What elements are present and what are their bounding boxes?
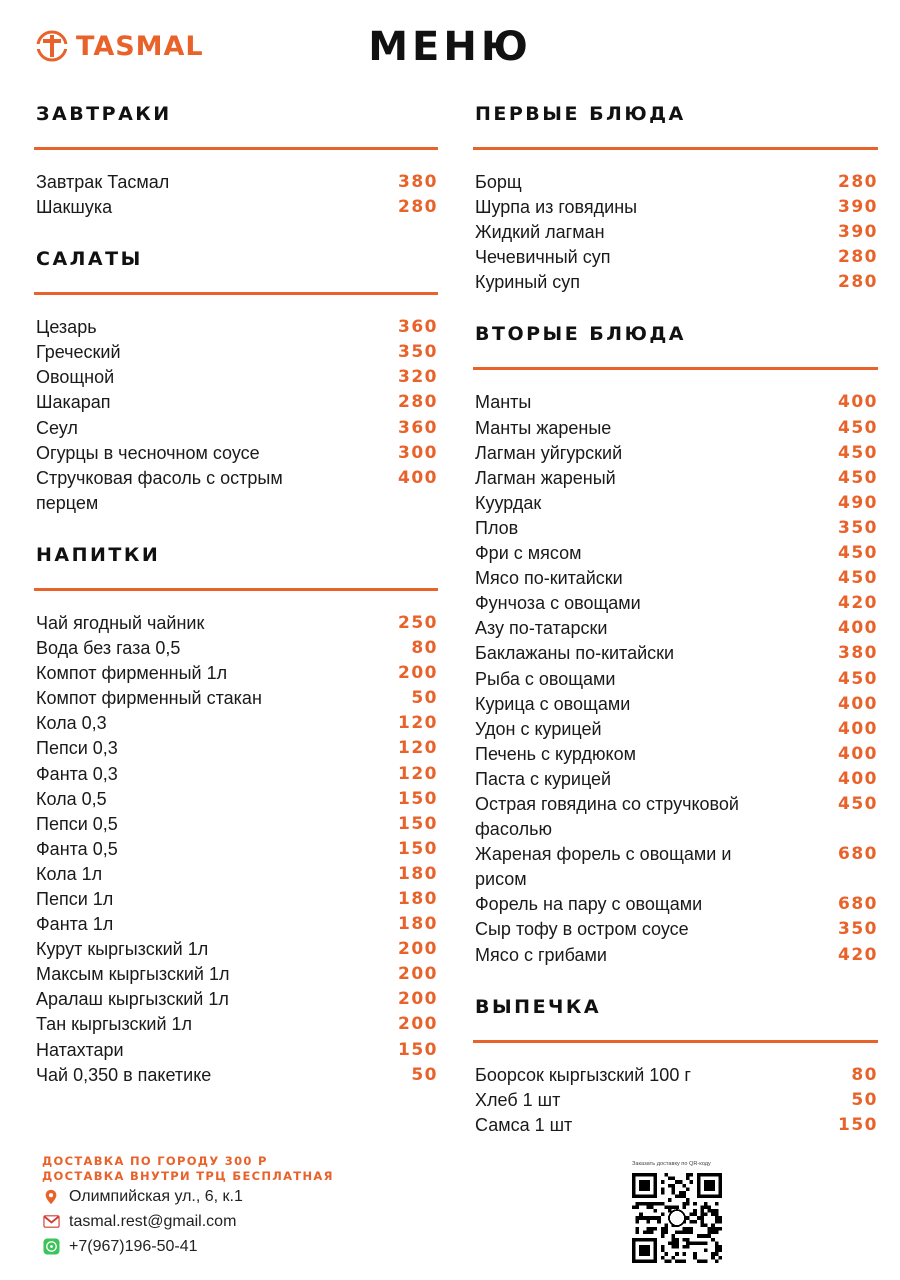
menu-item-price: 300 bbox=[398, 442, 438, 463]
menu-item bbox=[34, 837, 438, 862]
menu-item bbox=[473, 466, 878, 491]
menu-item-name: Форель на пару с овощами bbox=[475, 894, 703, 915]
menu-item-price: 180 bbox=[398, 888, 438, 909]
menu-item bbox=[34, 661, 438, 686]
menu-item bbox=[34, 987, 438, 1012]
menu-item bbox=[473, 566, 878, 591]
menu-item-price: 450 bbox=[838, 467, 878, 488]
menu-item-price: 380 bbox=[838, 643, 878, 664]
menu-item-name: Сеул bbox=[36, 417, 78, 438]
menu-item-name: Цезарь bbox=[36, 317, 97, 338]
menu-item bbox=[34, 416, 438, 441]
menu-item-price: 420 bbox=[838, 593, 878, 614]
menu-item-price: 390 bbox=[838, 222, 878, 243]
menu-item-price: 280 bbox=[398, 392, 438, 413]
menu-item bbox=[34, 787, 438, 812]
section-divider bbox=[473, 367, 878, 370]
menu-item-price: 150 bbox=[398, 1039, 438, 1060]
section-title: САЛАТЫ bbox=[36, 248, 143, 271]
menu-item bbox=[34, 762, 438, 787]
section-divider bbox=[473, 147, 878, 150]
menu-item-price: 450 bbox=[838, 417, 878, 438]
section-divider bbox=[473, 1040, 878, 1043]
menu-item bbox=[473, 516, 878, 541]
menu-item-name: Курица с овощами bbox=[475, 693, 631, 714]
menu-item-name: Чай ягодный чайник bbox=[36, 612, 205, 633]
delivery-mall: ДОСТАВКА ВНУТРИ ТРЦ БЕСПЛАТНАЯ bbox=[42, 1169, 334, 1183]
menu-item-name: Паста с курицей bbox=[475, 768, 612, 789]
right-column bbox=[473, 98, 878, 1161]
menu-item bbox=[473, 1113, 878, 1138]
menu-item-name: Мясо с грибами bbox=[475, 944, 607, 965]
menu-item-price: 200 bbox=[398, 1014, 438, 1035]
menu-item bbox=[473, 270, 878, 295]
menu-item bbox=[473, 1063, 878, 1088]
menu-item-price: 360 bbox=[398, 417, 438, 438]
menu-item-price: 50 bbox=[851, 1089, 878, 1110]
section-title: ПЕРВЫЕ БЛЮДА bbox=[475, 103, 686, 125]
qr-caption: Заказать доставку по QR-коду bbox=[632, 1161, 711, 1167]
menu-item bbox=[34, 365, 438, 390]
menu-item-name: Компот фирменный стакан bbox=[36, 688, 262, 709]
phone-link[interactable]: +7(967)196-50-41 bbox=[69, 1237, 198, 1255]
menu-item bbox=[473, 591, 878, 616]
menu-item-name: Азу по-татарски bbox=[475, 618, 608, 639]
email-row[interactable] bbox=[42, 1209, 334, 1234]
menu-item bbox=[473, 195, 878, 220]
menu-item-price: 200 bbox=[398, 663, 438, 684]
menu-item bbox=[34, 636, 438, 661]
menu-item-name: Тан кыргызский 1л bbox=[36, 1014, 193, 1035]
menu-item-price: 380 bbox=[398, 172, 438, 192]
menu-item-name: Удон с курицей bbox=[475, 718, 602, 739]
menu-item-price: 200 bbox=[398, 989, 438, 1010]
menu-item bbox=[473, 1088, 878, 1113]
menu-item-name: Аралаш кыргызский 1л bbox=[36, 989, 229, 1010]
menu-item-price: 400 bbox=[838, 693, 878, 714]
menu-item-name: Завтрак Тасмал bbox=[36, 172, 170, 192]
menu-item-price: 50 bbox=[411, 688, 438, 709]
menu-item-name: Фунчоза с овощами bbox=[475, 593, 641, 614]
menu-item-price: 400 bbox=[838, 392, 878, 413]
location-pin-icon bbox=[42, 1188, 60, 1206]
menu-item-name: Фанта 1л bbox=[36, 914, 114, 935]
menu-item-price: 120 bbox=[398, 763, 438, 784]
menu-item-price: 490 bbox=[838, 492, 878, 513]
menu-item bbox=[473, 692, 878, 717]
section-divider bbox=[34, 588, 438, 591]
menu-item-price: 450 bbox=[838, 568, 878, 589]
menu-list bbox=[34, 315, 438, 516]
menu-item bbox=[34, 711, 438, 736]
menu-item bbox=[473, 245, 878, 270]
menu-item-name: Хлеб 1 шт bbox=[475, 1089, 561, 1110]
menu-item bbox=[473, 767, 878, 792]
menu-item-name: Пепси 1л bbox=[36, 888, 114, 909]
menu-item-name: Куриный суп bbox=[475, 272, 581, 293]
qr-block bbox=[632, 1161, 724, 1268]
menu-item bbox=[34, 390, 438, 415]
menu-item-name: Фри с мясом bbox=[475, 543, 582, 564]
menu-item bbox=[34, 441, 438, 466]
menu-item bbox=[34, 912, 438, 937]
menu-item-price: 450 bbox=[838, 543, 878, 564]
menu-item bbox=[473, 416, 878, 441]
menu-item bbox=[34, 1038, 438, 1063]
menu-item bbox=[473, 541, 878, 566]
menu-item-name: Стручковая фасоль с острым перцем bbox=[36, 467, 283, 513]
menu-item-price: 400 bbox=[838, 718, 878, 739]
menu-item bbox=[34, 195, 438, 220]
section-title: ЗАВТРАКИ bbox=[36, 103, 172, 125]
menu-item bbox=[34, 466, 438, 516]
menu-item-name: Манты bbox=[475, 392, 532, 413]
menu-item-name: Боорсок кыргызский 100 г bbox=[475, 1064, 691, 1085]
menu-item-name: Вода без газа 0,5 bbox=[36, 638, 181, 659]
menu-item bbox=[34, 962, 438, 987]
menu-item bbox=[34, 736, 438, 761]
delivery-city: ДОСТАВКА ПО ГОРОДУ 300 Р bbox=[42, 1154, 268, 1168]
left-column bbox=[34, 98, 438, 1111]
menu-item bbox=[34, 340, 438, 365]
menu-item-name: Чай 0,350 в пакетике bbox=[36, 1064, 212, 1085]
menu-item bbox=[34, 1012, 438, 1037]
menu-item-price: 280 bbox=[838, 172, 878, 192]
address-row bbox=[42, 1184, 334, 1209]
gmail-icon bbox=[42, 1213, 60, 1231]
menu-item bbox=[473, 742, 878, 767]
menu-item-name: Рыба с овощами bbox=[475, 668, 616, 689]
menu-item-name: Жареная форель с овощами и рисом bbox=[475, 844, 732, 890]
menu-section bbox=[34, 539, 438, 1088]
section-divider bbox=[34, 292, 438, 295]
menu-item-price: 280 bbox=[838, 272, 878, 293]
address-text: Олимпийская ул., 6, к.1 bbox=[69, 1187, 243, 1205]
menu-item-price: 200 bbox=[398, 939, 438, 960]
menu-item bbox=[34, 862, 438, 887]
menu-item-name: Овощной bbox=[36, 367, 115, 388]
menu-section bbox=[34, 98, 438, 220]
menu-item-price: 420 bbox=[838, 944, 878, 965]
menu-section bbox=[34, 243, 438, 516]
menu-item-name: Лагман жареный bbox=[475, 467, 616, 488]
menu-item-name: Максым кыргызский 1л bbox=[36, 964, 230, 985]
menu-item bbox=[473, 491, 878, 516]
menu-item-name: Шакшука bbox=[36, 197, 113, 218]
menu-item-name: Кола 1л bbox=[36, 863, 103, 884]
menu-item-price: 180 bbox=[398, 914, 438, 935]
menu-item-price: 150 bbox=[398, 788, 438, 809]
menu-item-name: Шакарап bbox=[36, 392, 111, 413]
menu-item-name: Пепси 0,3 bbox=[36, 738, 118, 759]
menu-item bbox=[34, 887, 438, 912]
section-divider bbox=[34, 147, 438, 150]
menu-item-name: Греческий bbox=[36, 342, 121, 363]
menu-item-name: Натахтари bbox=[36, 1039, 124, 1060]
section-title: ВТОРЫЕ БЛЮДА bbox=[475, 323, 686, 346]
menu-item-price: 150 bbox=[838, 1114, 878, 1135]
menu-item-price: 350 bbox=[838, 517, 878, 538]
menu-item-price: 150 bbox=[398, 813, 438, 834]
menu-section bbox=[473, 98, 878, 295]
menu-item bbox=[473, 717, 878, 742]
menu-item-name: Пепси 0,5 bbox=[36, 813, 118, 834]
menu-item-price: 80 bbox=[851, 1064, 878, 1085]
menu-item-name: Фанта 0,3 bbox=[36, 763, 118, 784]
menu-item-price: 450 bbox=[838, 793, 878, 814]
menu-item bbox=[473, 667, 878, 692]
menu-item bbox=[473, 641, 878, 666]
menu-item-name: Куурдак bbox=[475, 492, 542, 513]
menu-item bbox=[473, 170, 878, 195]
menu-item-name: Кола 0,3 bbox=[36, 713, 107, 734]
menu-item bbox=[34, 1063, 438, 1088]
menu-item-price: 390 bbox=[838, 197, 878, 218]
menu-item-price: 120 bbox=[398, 738, 438, 759]
menu-item-name: Борщ bbox=[475, 172, 522, 192]
menu-item-name: Плов bbox=[475, 517, 519, 538]
menu-item-price: 360 bbox=[398, 317, 438, 338]
menu-item bbox=[34, 937, 438, 962]
menu-item-price: 680 bbox=[838, 894, 878, 915]
menu-list bbox=[473, 390, 878, 967]
footer bbox=[42, 1154, 334, 1259]
menu-item-price: 680 bbox=[838, 844, 878, 865]
menu-item-name: Фанта 0,5 bbox=[36, 838, 118, 859]
menu-item-price: 120 bbox=[398, 713, 438, 734]
menu-item-price: 320 bbox=[398, 367, 438, 388]
menu-item bbox=[34, 315, 438, 340]
menu-item-price: 280 bbox=[398, 197, 438, 218]
menu-list bbox=[473, 1063, 878, 1138]
menu-item-price: 400 bbox=[838, 768, 878, 789]
menu-item-name: Курут кыргызский 1л bbox=[36, 939, 209, 960]
menu-list bbox=[473, 170, 878, 295]
menu-item-price: 150 bbox=[398, 838, 438, 859]
menu-item-name: Печень с курдюком bbox=[475, 743, 636, 764]
menu-item-name: Кола 0,5 bbox=[36, 788, 107, 809]
section-title: ВЫПЕЧКА bbox=[475, 995, 602, 1018]
menu-item-name: Жидкий лагман bbox=[475, 222, 605, 243]
menu-section bbox=[473, 991, 878, 1138]
menu-item-name: Шурпа из говядины bbox=[475, 197, 638, 218]
menu-list bbox=[34, 170, 438, 220]
menu-item-name: Мясо по-китайски bbox=[475, 568, 623, 589]
menu-item-name: Баклажаны по-китайски bbox=[475, 643, 675, 664]
menu-item-name: Сыр тофу в остром соусе bbox=[475, 919, 689, 940]
menu-item bbox=[34, 611, 438, 636]
menu-item-price: 350 bbox=[398, 342, 438, 363]
menu-list bbox=[34, 611, 438, 1088]
menu-item-price: 200 bbox=[398, 964, 438, 985]
menu-item-name: Манты жареные bbox=[475, 417, 612, 438]
menu-item-name: Компот фирменный 1л bbox=[36, 663, 228, 684]
menu-section bbox=[473, 318, 878, 967]
menu-item bbox=[473, 892, 878, 917]
menu-item bbox=[473, 390, 878, 415]
menu-item-price: 350 bbox=[838, 919, 878, 940]
menu-item-price: 400 bbox=[838, 618, 878, 639]
brand-name: TASMAL bbox=[76, 30, 204, 62]
menu-item bbox=[34, 812, 438, 837]
menu-item bbox=[34, 170, 438, 195]
menu-item bbox=[473, 220, 878, 245]
menu-item bbox=[473, 842, 878, 892]
menu-item-name: Лагман уйгурский bbox=[475, 442, 623, 463]
menu-item-price: 180 bbox=[398, 863, 438, 884]
menu-item-price: 450 bbox=[838, 668, 878, 689]
menu-item-name: Острая говядина со стручковой фасолью bbox=[475, 793, 739, 840]
menu-item-price: 250 bbox=[398, 612, 438, 633]
menu-item-price: 450 bbox=[838, 442, 878, 463]
qr-code[interactable] bbox=[632, 1173, 722, 1263]
menu-item bbox=[473, 792, 878, 842]
section-title: НАПИТКИ bbox=[36, 543, 161, 566]
whatsapp-icon bbox=[42, 1238, 60, 1256]
menu-item bbox=[34, 686, 438, 711]
menu-item bbox=[473, 917, 878, 942]
page-title: МЕНЮ bbox=[368, 24, 532, 70]
menu-item bbox=[473, 441, 878, 466]
menu-item bbox=[473, 616, 878, 641]
menu-item-name: Огурцы в чесночном соусе bbox=[36, 442, 260, 463]
menu-item-price: 50 bbox=[411, 1064, 438, 1085]
menu-item-price: 400 bbox=[838, 743, 878, 764]
menu-item-price: 280 bbox=[838, 247, 878, 268]
menu-item-name: Самса 1 шт bbox=[475, 1114, 573, 1135]
menu-item-name: Чечевичный суп bbox=[475, 247, 611, 268]
email-link[interactable]: tasmal.rest@gmail.com bbox=[69, 1212, 237, 1230]
menu-item bbox=[473, 943, 878, 968]
phone-row[interactable] bbox=[42, 1234, 334, 1259]
menu-item-price: 80 bbox=[411, 638, 438, 659]
menu-item-price: 400 bbox=[398, 467, 438, 488]
